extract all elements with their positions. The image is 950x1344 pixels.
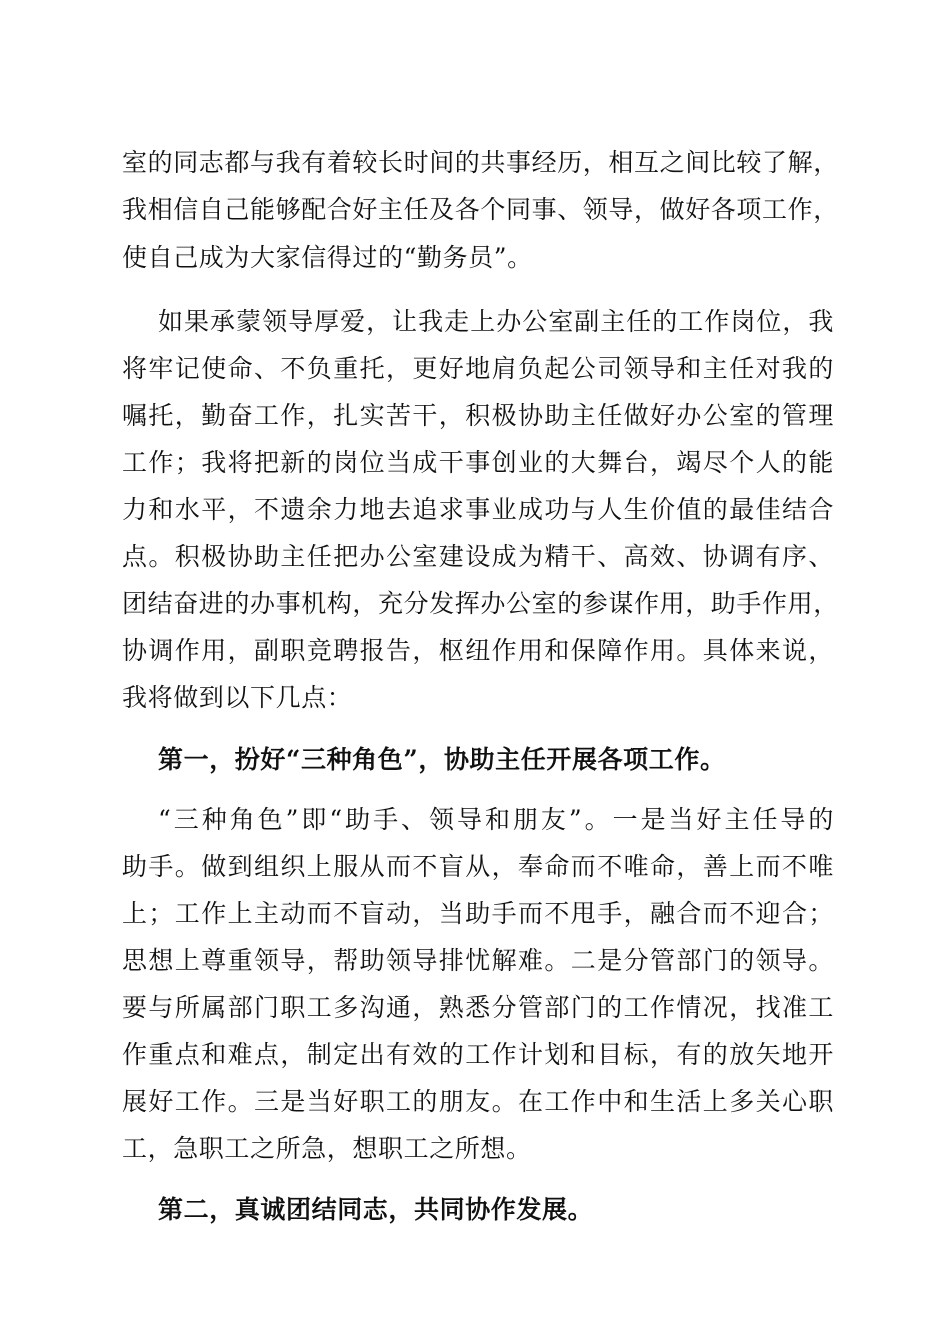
section-heading: 第一，扮好“三种角色”，协助主任开展各项工作。 <box>158 745 726 774</box>
section-heading: 第二，真诚团结同志，共同协作发展。 <box>158 1195 594 1224</box>
body-line: 工作；我将把新的岗位当成干事创业的大舞台，竭尽个人的能 <box>122 448 834 477</box>
body-line: 室的同志都与我有着较长时间的共事经历，相互之间比较了解， <box>122 148 839 177</box>
body-line: 力和水平，不遗余力地去追求事业成功与人生价值的最佳结合 <box>122 495 834 524</box>
body-line: 我相信自己能够配合好主任及各个同事、领导，做好各项工作， <box>122 195 839 224</box>
body-line: 工，急职工之所急，想职工之所想。 <box>122 1134 532 1163</box>
body-line: 将牢记使命、不负重托，更好地肩负起公司领导和主任对我的 <box>122 354 834 383</box>
body-line: 上；工作上主动而不盲动，当助手而不甩手，融合而不迎合； <box>122 899 834 928</box>
body-line: 展好工作。三是当好职工的朋友。在工作中和生活上多关心职 <box>122 1087 834 1116</box>
body-line: 团结奋进的办事机构，充分发挥办公室的参谋作用，助手作用， <box>122 589 839 618</box>
body-line: 嘱托，勤奋工作，扎实苦干，积极协助主任做好办公室的管理 <box>122 401 834 430</box>
body-line: 我将做到以下几点： <box>122 683 353 712</box>
body-line: 思想上尊重领导，帮助领导排忧解难。二是分管部门的领导。 <box>122 946 834 975</box>
paragraph-first-line: 如果承蒙领导厚爱，让我走上办公室副主任的工作岗位，我 <box>158 307 834 336</box>
body-line: 作重点和难点，制定出有效的工作计划和目标，有的放矢地开 <box>122 1040 834 1069</box>
paragraph-first-line: “三种角色”即“助手、领导和朋友”。一是当好主任导的 <box>158 805 834 834</box>
body-line: 助手。做到组织上服从而不盲从，奉命而不唯命，善上而不唯 <box>122 852 834 881</box>
body-line: 要与所属部门职工多沟通，熟悉分管部门的工作情况，找准工 <box>122 993 834 1022</box>
body-line: 使自己成为大家信得过的“勤务员”。 <box>122 243 533 272</box>
body-line: 点。积极协助主任把办公室建设成为精干、高效、协调有序、 <box>122 542 834 571</box>
body-line: 协调作用，副职竞聘报告，枢纽作用和保障作用。具体来说， <box>122 636 834 665</box>
